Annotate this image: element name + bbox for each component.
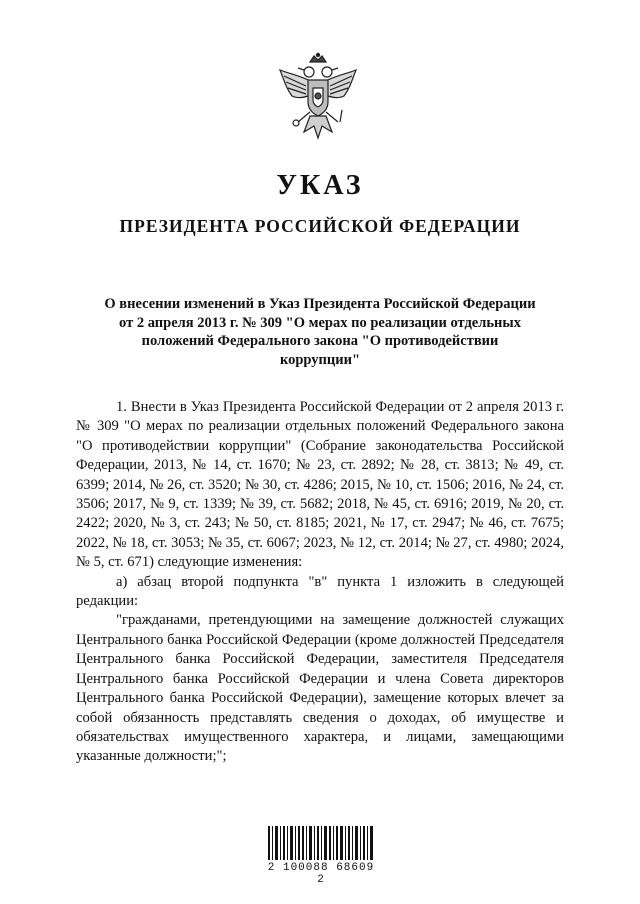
barcode-number: 2 100088 68609 2	[267, 862, 375, 886]
coat-of-arms-emblem	[274, 52, 362, 148]
document-title: УКАЗ	[276, 170, 364, 201]
paragraph-3: "гражданами, претендующими на замещение должностей служащих Центрального банка Российской Федерации (кроме должностей Председателя Центрального банка Российской Федерации, заместителя Председателя Центрального банка Российской Федерации и члена Совета директоров Центрального банка Российской Федерации), замещение которых влечет за собой обязанность представлять сведения о доходах, об имуществе и обязательствах имущественного характера, и лицами, замещающими указанные должности;";	[76, 612, 564, 765]
paragraph-1: 1. Внести в Указ Президента Российской Федерации от 2 апреля 2013 г. № 309 "О мерах по реализации отдельных положений Федерального закона "О противодействии коррупции" (Собрание законодательства Российской Федерации, 2013, № 14, ст. 1670; № 23, ст. 2892; № 28, ст. 3813; № 49, ст. 6399; 2014, № 26, ст. 3520; № 30, ст. 4286; 2015, № 10, ст. 1506; 2016, № 24, ст. 3506; 2017, № 9, ст. 1339; № 39, ст. 5682; 2018, № 45, ст. 6916; 2019, № 20, ст. 2422; 2020, № 3, ст. 243; № 50, ст. 8185; 2021, № 17, ст. 2947; № 46, ст. 7675; 2022, № 18, ст. 3053; № 35, ст. 6067; 2023, № 12, ст. 2014; № 27, ст. 4980; 2024, № 5, ст. 671) следующие изменения:	[76, 399, 564, 571]
document-issuer: ПРЕЗИДЕНТА РОССИЙСКОЙ ФЕДЕРАЦИИ	[119, 216, 521, 236]
document-subject: О внесении изменений в Указ Президента Российской Федерации от 2 апреля 2013 г. № 309 "О мерах по реализации отдельных положений Федерального закона "О противодействии коррупции"	[104, 296, 536, 368]
document-body	[76, 398, 564, 767]
paragraph-2: а) абзац второй подпункта "в" пункта 1 изложить в следующей редакции:	[76, 573, 564, 610]
